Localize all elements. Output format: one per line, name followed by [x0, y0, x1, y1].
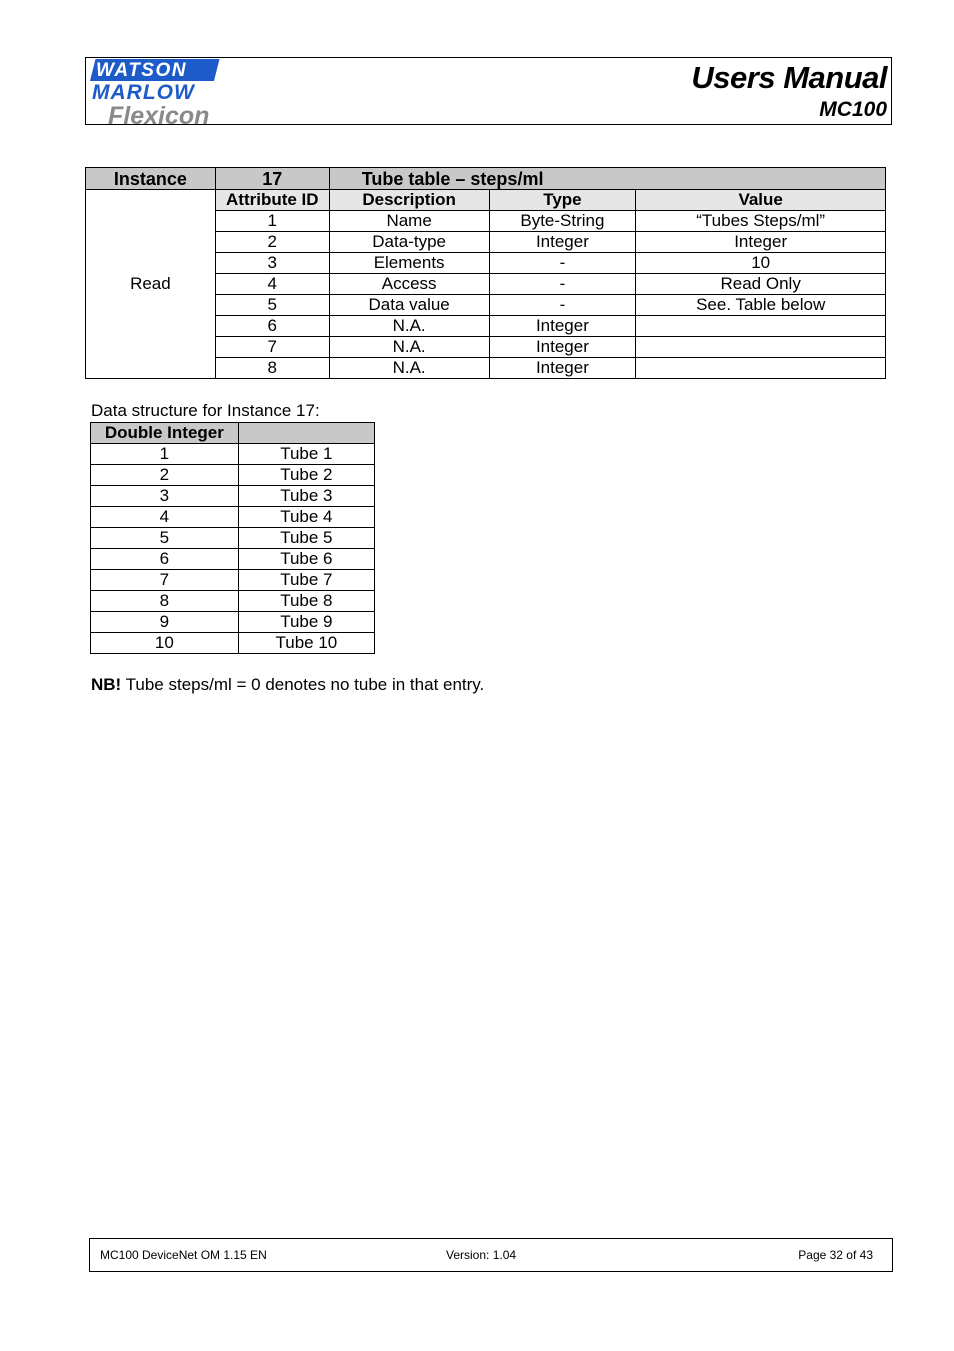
attribute-id: 6: [215, 316, 329, 337]
entry-index: 7: [91, 570, 239, 591]
footer-document-id: MC100 DeviceNet OM 1.15 EN: [100, 1248, 267, 1262]
entry-tube: Tube 6: [238, 549, 374, 570]
entry-index: 1: [91, 444, 239, 465]
entry-tube: Tube 3: [238, 486, 374, 507]
attribute-description: Data value: [329, 295, 489, 316]
attribute-value: [636, 337, 886, 358]
attribute-id: 7: [215, 337, 329, 358]
data-structure-header-row: [91, 423, 375, 444]
page-header: [85, 57, 892, 130]
data-structure-table: [90, 422, 375, 654]
attribute-type: Integer: [489, 232, 636, 253]
column-header: Description: [329, 190, 489, 211]
entry-index: 10: [91, 633, 239, 654]
entry-index: 5: [91, 528, 239, 549]
entry-index: 4: [91, 507, 239, 528]
instance-attribute-table: [85, 167, 886, 379]
entry-tube: Tube 4: [238, 507, 374, 528]
attribute-type: -: [489, 253, 636, 274]
logo-text-flexicon: Flexicon: [108, 102, 210, 130]
data-structure-caption: Data structure for Instance 17:: [91, 401, 320, 420]
attribute-id: 8: [215, 358, 329, 379]
attribute-value: Integer: [636, 232, 886, 253]
attribute-id: 5: [215, 295, 329, 316]
attribute-id: 4: [215, 274, 329, 295]
watson-marlow-flexicon-logo: [90, 59, 220, 130]
column-header: Attribute ID: [215, 190, 329, 211]
attribute-description: Data-type: [329, 232, 489, 253]
entry-index: 8: [91, 591, 239, 612]
note: [91, 675, 484, 695]
instance-header-row: [86, 168, 886, 190]
attribute-value: Read Only: [636, 274, 886, 295]
column-header: [238, 423, 374, 444]
attribute-value: See. Table below: [636, 295, 886, 316]
attribute-type: -: [489, 295, 636, 316]
entry-tube: Tube 5: [238, 528, 374, 549]
footer-page-number: Page 32 of 43: [798, 1248, 873, 1262]
column-header-row: [86, 190, 886, 211]
attribute-value: [636, 358, 886, 379]
table-row: [91, 591, 375, 612]
column-header: Type: [489, 190, 636, 211]
entry-index: 3: [91, 486, 239, 507]
attribute-type: Integer: [489, 337, 636, 358]
entry-tube: Tube 7: [238, 570, 374, 591]
note-text: Tube steps/ml = 0 denotes no tube in that entry.: [121, 675, 485, 694]
attribute-description: Name: [329, 211, 489, 232]
table-row: [91, 549, 375, 570]
logo-text-watson: WATSON: [96, 60, 187, 81]
table-row: [91, 633, 375, 654]
table-row: [91, 465, 375, 486]
attribute-id: 3: [215, 253, 329, 274]
manual-title: Users Manual: [691, 60, 887, 95]
instance-title: Tube table – steps/ml: [329, 168, 885, 190]
attribute-type: Byte-String: [489, 211, 636, 232]
table-row: [91, 444, 375, 465]
entry-index: 9: [91, 612, 239, 633]
attribute-description: Elements: [329, 253, 489, 274]
table-row: [91, 570, 375, 591]
page-footer: [89, 1238, 893, 1272]
entry-tube: Tube 8: [238, 591, 374, 612]
attribute-description: N.A.: [329, 358, 489, 379]
column-header: Value: [636, 190, 886, 211]
instance-label: Instance: [86, 168, 216, 190]
entry-tube: Tube 2: [238, 465, 374, 486]
attribute-type: Integer: [489, 358, 636, 379]
attribute-description: Access: [329, 274, 489, 295]
instance-number: 17: [215, 168, 329, 190]
service-cell: Read: [86, 190, 216, 379]
attribute-id: 1: [215, 211, 329, 232]
attribute-description: N.A.: [329, 337, 489, 358]
entry-tube: Tube 1: [238, 444, 374, 465]
attribute-type: Integer: [489, 316, 636, 337]
entry-tube: Tube 9: [238, 612, 374, 633]
attribute-value: 10: [636, 253, 886, 274]
table-row: [91, 612, 375, 633]
attribute-value: “Tubes Steps/ml”: [636, 211, 886, 232]
table-row: [91, 486, 375, 507]
attribute-description: N.A.: [329, 316, 489, 337]
model-title: MC100: [819, 98, 887, 121]
attribute-type: -: [489, 274, 636, 295]
footer-version: Version: 1.04: [446, 1248, 517, 1262]
note-prefix: NB!: [91, 675, 122, 694]
attribute-value: [636, 316, 886, 337]
column-header: Double Integer: [91, 423, 239, 444]
table-row: [91, 528, 375, 549]
attribute-id: 2: [215, 232, 329, 253]
entry-index: 2: [91, 465, 239, 486]
entry-tube: Tube 10: [238, 633, 374, 654]
table-row: [91, 507, 375, 528]
logo-text-marlow: MARLOW: [92, 81, 195, 104]
entry-index: 6: [91, 549, 239, 570]
